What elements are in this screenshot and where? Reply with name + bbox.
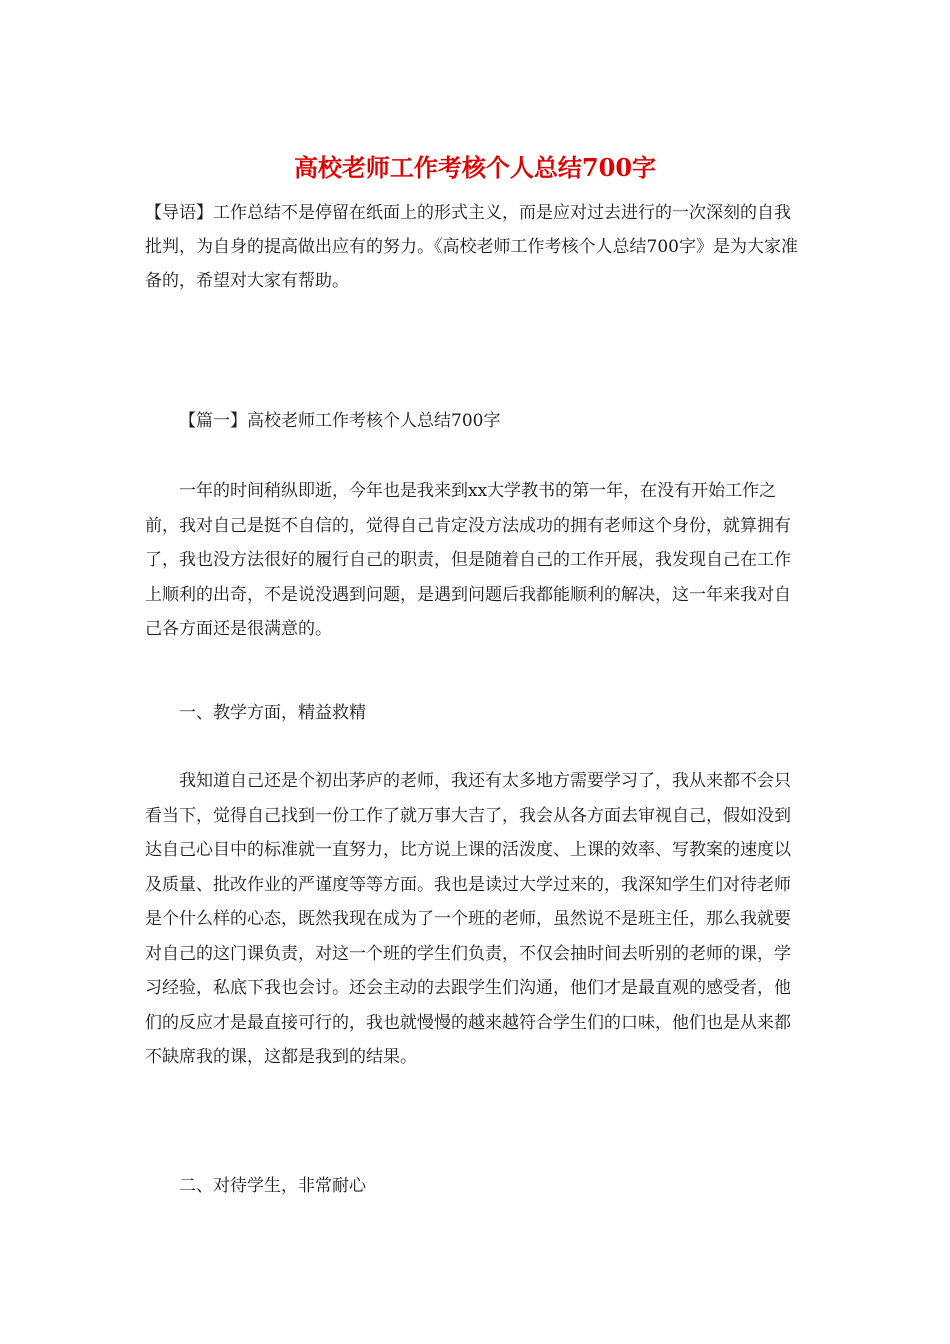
subheading-students: 二、对待学生，非常耐心 xyxy=(179,1176,366,1196)
subheading-teaching: 一、教学方面，精益救精 xyxy=(179,703,366,723)
section-title: 【篇一】高校老师工作考核个人总结700字 xyxy=(179,411,501,431)
body-paragraph-1: 一年的时间稍纵即逝，今年也是我来到xx大学教书的第一年，在没有开始工作之前，我对自己是挺不自信的，觉得自己肯定没方法成功的拥有老师这个身份，就算拥有了，我也没方法很好的履行自己的职责，但是随着自己的工作开展，我发现自己在工作上顺利的出奇，不是说没遇到问题，是遇到问题后我都能顺利的解决，这一年来我对自己各方面还是很满意的。 xyxy=(145,481,791,639)
body-paragraph-2: 我知道自己还是个初出茅庐的老师，我还有太多地方需要学习了，我从来都不会只看当下，觉得自己找到一份工作了就万事大吉了，我会从各方面去审视自己，假如没到达自己心目中的标准就一直努力，比方说上课的活泼度、上课的效率、写教案的速度以及质量、批改作业的严谨度等等方面。我也是读过大学过来的，我深知学生们对待老师是个什么样的心态，既然我现在成为了一个班的老师，虽然说不是班主任，那么我就要对自己的这门课负责，对这一个班的学生们负责，不仅会抽时间去听别的老师的课，学习经验，私底下我也会讨。还会主动的去跟学生们沟通，他们才是最直观的感受者，他们的反应才是最直接可行的，我也就慢慢的越来越符合学生们的口味，他们也是从来都不缺席我的课，这都是我到的结果。 xyxy=(145,771,791,1067)
document-title: 高校老师工作考核个人总结700字 xyxy=(293,153,657,182)
intro-paragraph: 【导语】工作总结不是停留在纸面上的形式主义，而是应对过去进行的一次深刻的自我批判，为自身的提高做出应有的努力。《高校老师工作考核个人总结700字》是为大家准备的，希望对大家有帮助。 xyxy=(145,203,798,291)
